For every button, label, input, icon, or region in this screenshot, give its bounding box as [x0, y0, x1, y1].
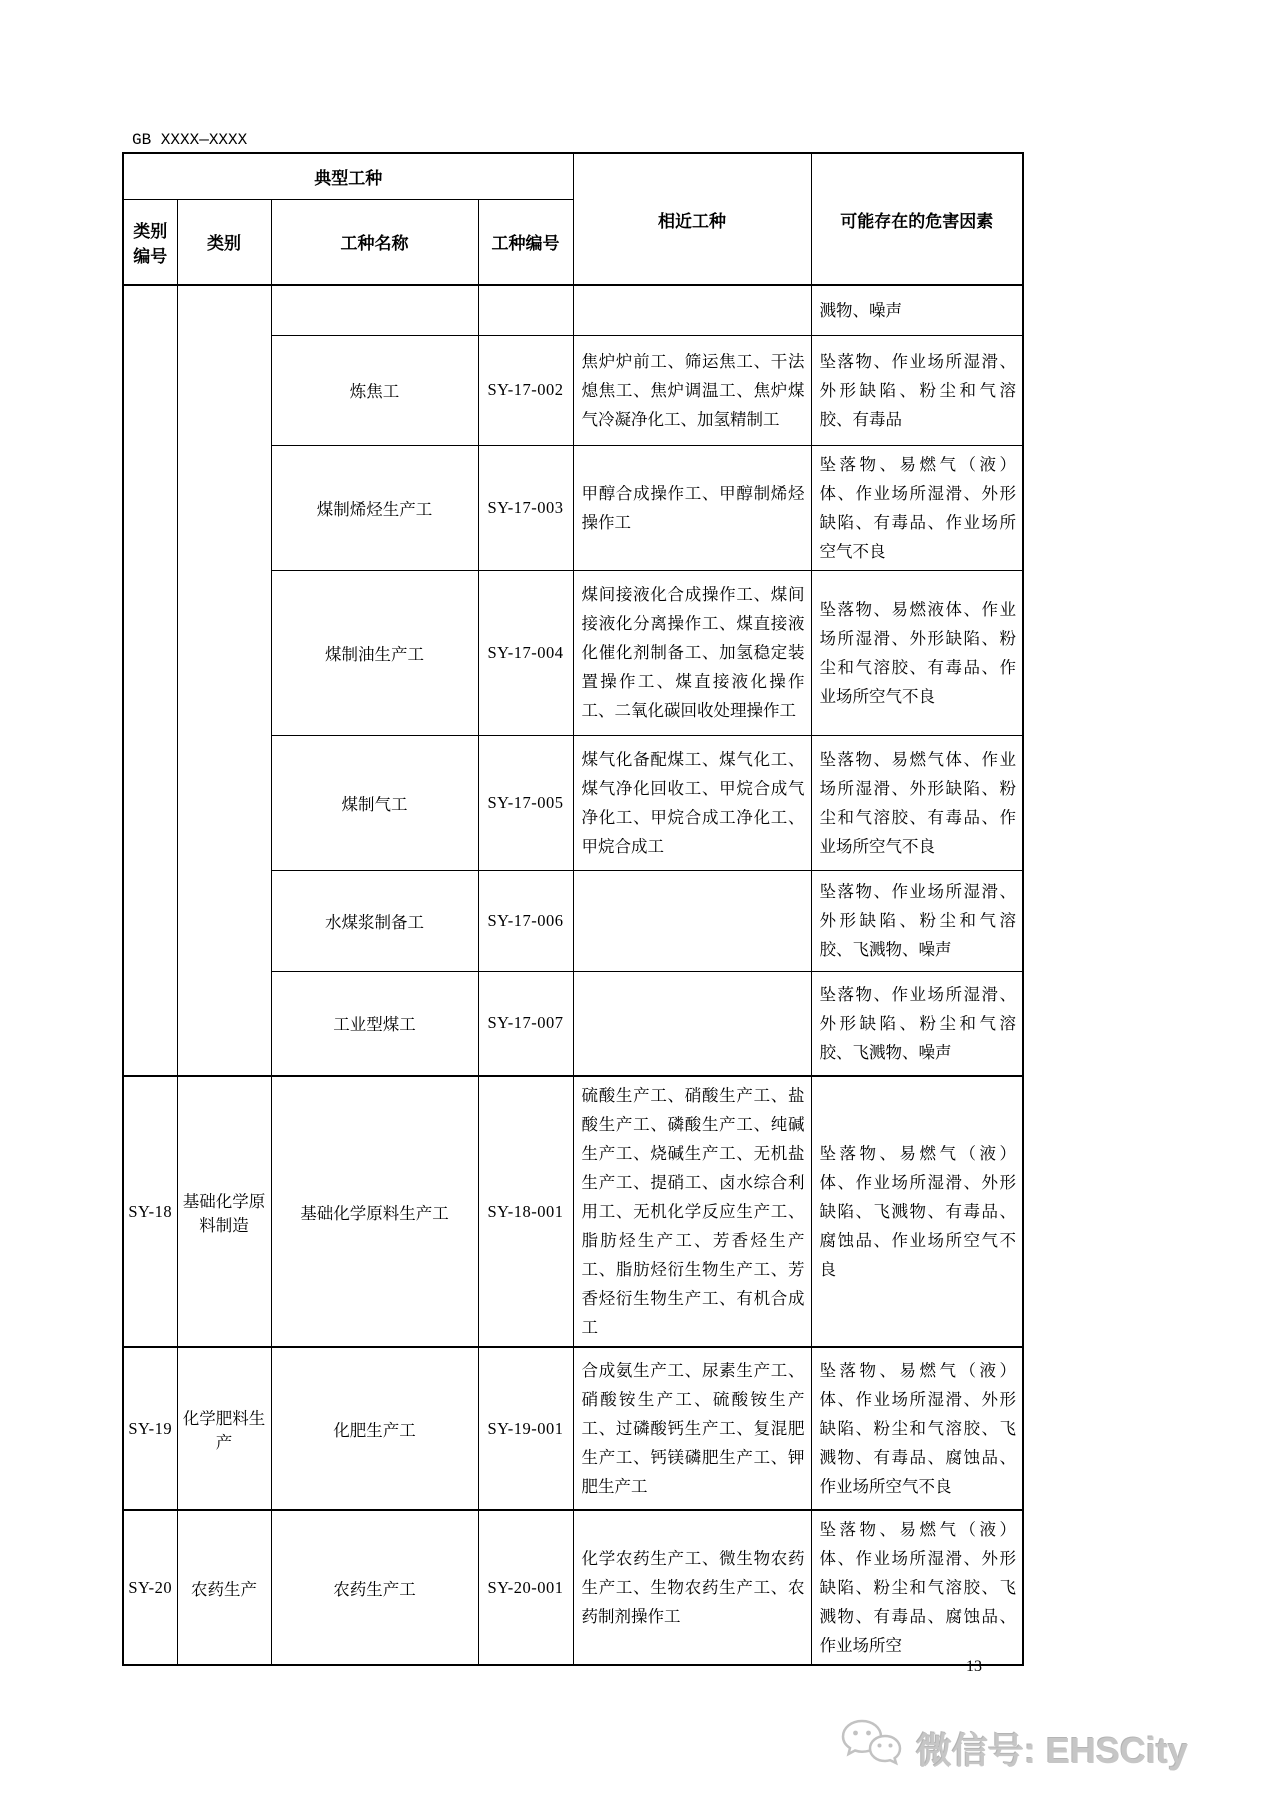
table-row — [123, 1076, 1023, 1347]
cell-similar-jobs — [573, 971, 811, 1076]
cell-similar-jobs: 焦炉炉前工、筛运焦工、干法熄焦工、焦炉调温工、焦炉煤气冷凝净化工、加氢精制工 — [573, 335, 811, 445]
cell-category-no: SY-19 — [123, 1347, 177, 1510]
cell-job-no: SY-19-001 — [478, 1347, 573, 1510]
watermark-footer — [840, 1718, 1188, 1779]
cell-job-no: SY-17-007 — [478, 971, 573, 1076]
header-hazards: 可能存在的危害因素 — [811, 153, 1023, 285]
cell-hazards: 溅物、噪声 — [811, 285, 1023, 335]
header-similar-jobs: 相近工种 — [573, 153, 811, 285]
table-row — [123, 1347, 1023, 1510]
header-category-no: 类别编号 — [123, 199, 177, 285]
cell-similar-jobs: 煤间接液化合成操作工、煤间接液化分离操作工、煤直接液化催化剂制备工、加氢稳定装置操作工、煤直接液化操作工、二氧化碳回收处理操作工 — [573, 570, 811, 735]
cell-hazards: 坠落物、易燃气（液）体、作业场所湿滑、外形缺陷、有毒品、作业场所空气不良 — [811, 445, 1023, 570]
hazard-factors-table — [122, 152, 1024, 1666]
cell-hazards: 坠落物、易燃液体、作业场所湿滑、外形缺陷、粉尘和气溶胶、有毒品、作业场所空气不良 — [811, 570, 1023, 735]
cell-job-name — [271, 285, 478, 335]
cell-job-name: 化肥生产工 — [271, 1347, 478, 1510]
doc-code: GB XXXX—XXXX — [132, 131, 248, 149]
cell-job-name: 农药生产工 — [271, 1510, 478, 1665]
cell-similar-jobs: 化学农药生产工、微生物农药生产工、生物农药生产工、农药制剂操作工 — [573, 1510, 811, 1665]
header-category: 类别 — [177, 199, 271, 285]
cell-similar-jobs: 煤气化备配煤工、煤气化工、煤气净化回收工、甲烷合成气净化工、甲烷合成工净化工、甲烷合成工 — [573, 735, 811, 870]
cell-job-no: SY-17-006 — [478, 870, 573, 971]
cell-job-name: 煤制烯烃生产工 — [271, 445, 478, 570]
page-number: 13 — [966, 1658, 982, 1675]
header-typical-jobs: 典型工种 — [123, 153, 573, 199]
watermark-label: 微信号: EHSCity — [915, 1730, 1188, 1771]
cell-job-no: SY-18-001 — [478, 1076, 573, 1347]
cell-category-no: SY-18 — [123, 1076, 177, 1347]
header-job-name: 工种名称 — [271, 199, 478, 285]
cell-category-no — [123, 285, 177, 1076]
cell-hazards: 坠落物、易燃气体、作业场所湿滑、外形缺陷、粉尘和气溶胶、有毒品、作业场所空气不良 — [811, 735, 1023, 870]
cell-hazards: 坠落物、作业场所湿滑、外形缺陷、粉尘和气溶胶、有毒品 — [811, 335, 1023, 445]
cell-job-no — [478, 285, 573, 335]
cell-hazards: 坠落物、易燃气（液）体、作业场所湿滑、外形缺陷、飞溅物、有毒品、腐蚀品、作业场所空气不良 — [811, 1076, 1023, 1347]
cell-similar-jobs: 甲醇合成操作工、甲醇制烯烃操作工 — [573, 445, 811, 570]
cell-job-name: 煤制油生产工 — [271, 570, 478, 735]
cell-job-name: 基础化学原料生产工 — [271, 1076, 478, 1347]
cell-job-no: SY-17-004 — [478, 570, 573, 735]
cell-category: 化学肥料生产 — [177, 1347, 271, 1510]
table-row — [123, 1510, 1023, 1665]
cell-similar-jobs — [573, 285, 811, 335]
cell-category-no: SY-20 — [123, 1510, 177, 1665]
cell-job-no: SY-17-005 — [478, 735, 573, 870]
table-header-row-1 — [123, 153, 1023, 199]
cell-category: 基础化学原料制造 — [177, 1076, 271, 1347]
cell-job-no: SY-20-001 — [478, 1510, 573, 1665]
cell-hazards: 坠落物、易燃气（液）体、作业场所湿滑、外形缺陷、粉尘和气溶胶、飞溅物、有毒品、腐蚀品、作业场所空 — [811, 1510, 1023, 1665]
cell-similar-jobs: 硫酸生产工、硝酸生产工、盐酸生产工、磷酸生产工、纯碱生产工、烧碱生产工、无机盐生产工、提硝工、卤水综合利用工、无机化学反应生产工、脂肪烃生产工、芳香烃生产工、脂肪烃衍生物生产工、芳香烃衍生物生产工、有机合成工 — [573, 1076, 811, 1347]
cell-category: 农药生产 — [177, 1510, 271, 1665]
cell-job-name: 炼焦工 — [271, 335, 478, 445]
cell-hazards: 坠落物、易燃气（液）体、作业场所湿滑、外形缺陷、粉尘和气溶胶、飞溅物、有毒品、腐蚀品、作业场所空气不良 — [811, 1347, 1023, 1510]
cell-similar-jobs — [573, 870, 811, 971]
wechat-icon — [840, 1718, 902, 1779]
cell-hazards: 坠落物、作业场所湿滑、外形缺陷、粉尘和气溶胶、飞溅物、噪声 — [811, 870, 1023, 971]
cell-job-no: SY-17-003 — [478, 445, 573, 570]
table-row — [123, 285, 1023, 335]
cell-similar-jobs: 合成氨生产工、尿素生产工、硝酸铵生产工、硫酸铵生产工、过磷酸钙生产工、复混肥生产工、钙镁磷肥生产工、钾肥生产工 — [573, 1347, 811, 1510]
cell-job-name: 工业型煤工 — [271, 971, 478, 1076]
cell-job-no: SY-17-002 — [478, 335, 573, 445]
cell-hazards: 坠落物、作业场所湿滑、外形缺陷、粉尘和气溶胶、飞溅物、噪声 — [811, 971, 1023, 1076]
cell-job-name: 水煤浆制备工 — [271, 870, 478, 971]
cell-category — [177, 285, 271, 1076]
cell-job-name: 煤制气工 — [271, 735, 478, 870]
header-job-no: 工种编号 — [478, 199, 573, 285]
